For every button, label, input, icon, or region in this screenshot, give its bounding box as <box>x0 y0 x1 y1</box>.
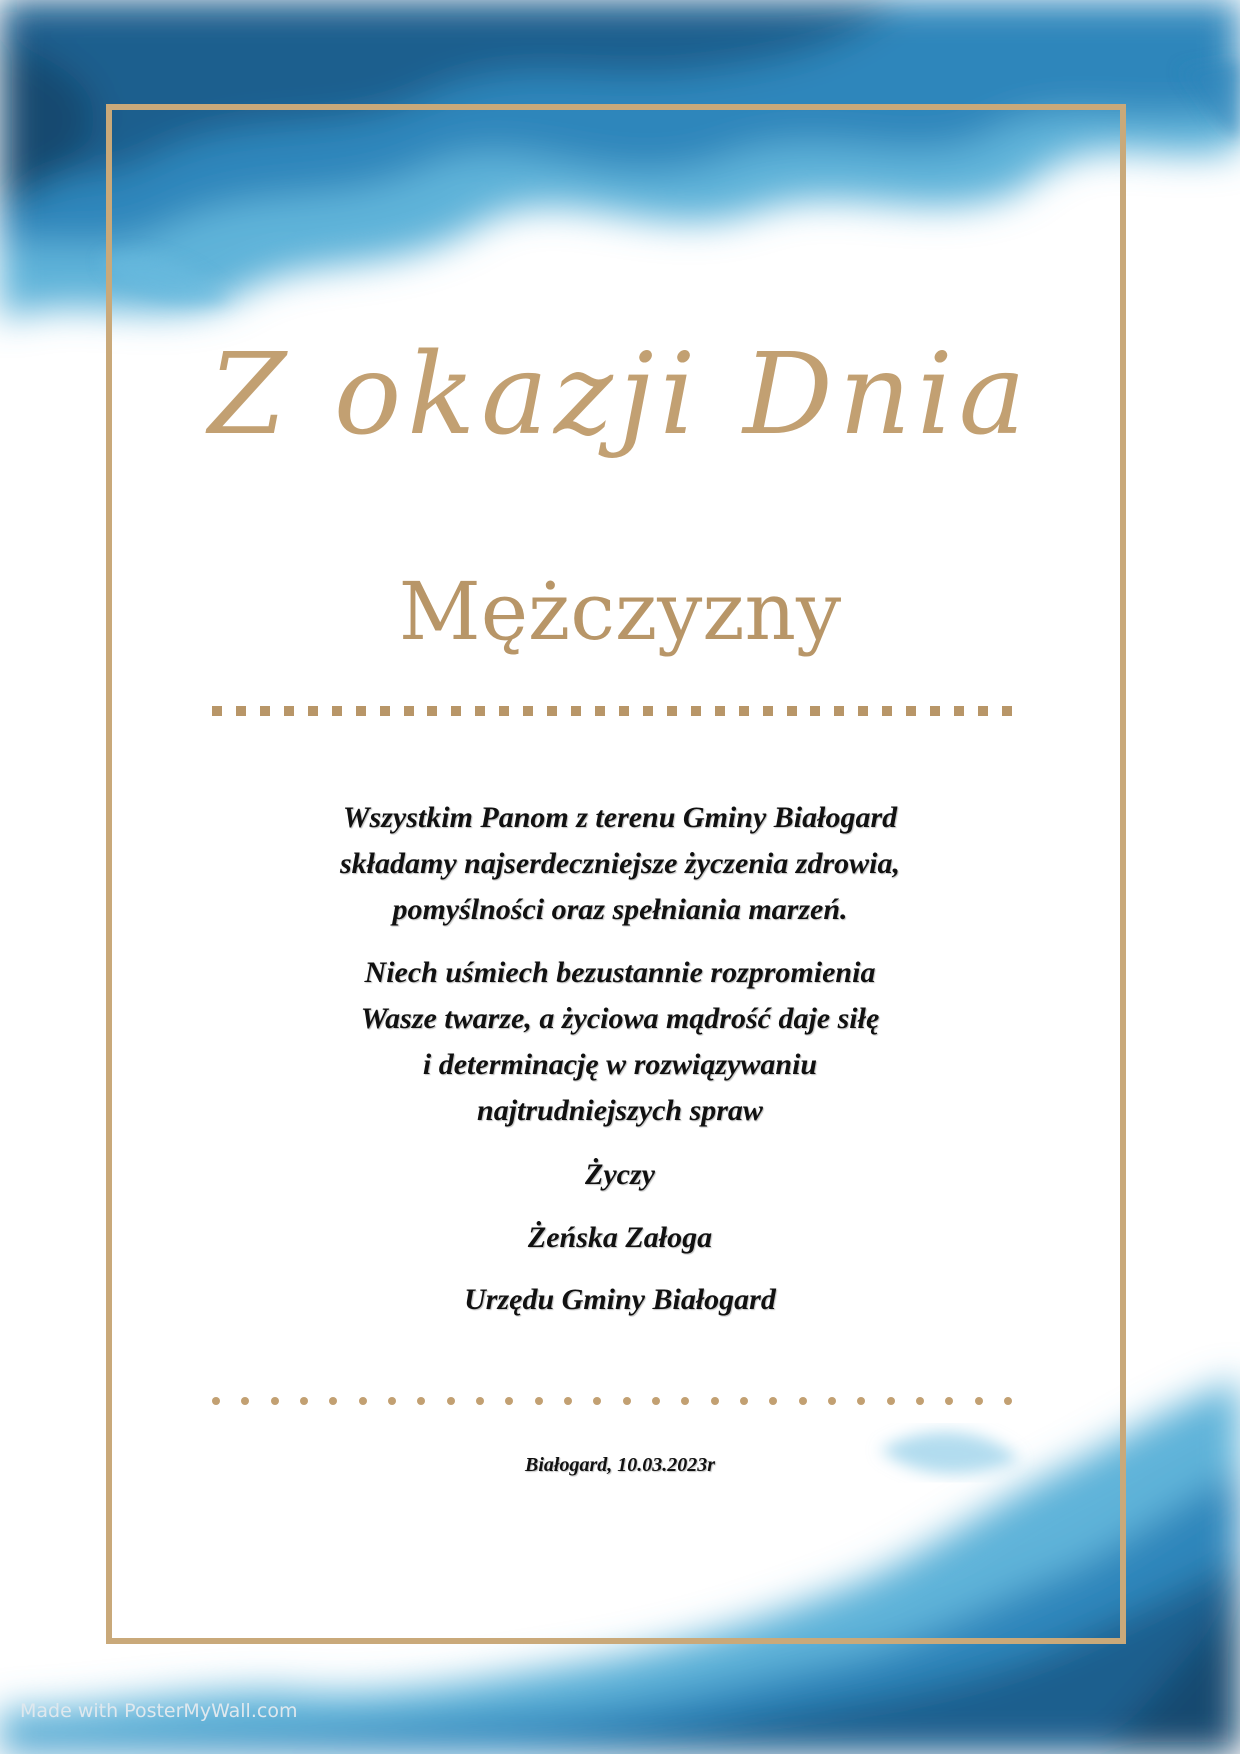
square-dot <box>308 706 318 716</box>
square-dot <box>475 706 485 716</box>
round-dot <box>681 1397 689 1405</box>
round-dot <box>300 1397 308 1405</box>
round-dot <box>388 1397 396 1405</box>
square-dot <box>451 706 461 716</box>
round-dot <box>359 1397 367 1405</box>
square-dot <box>810 706 820 716</box>
round-dot <box>505 1397 513 1405</box>
square-dot <box>523 706 533 716</box>
square-dot <box>595 706 605 716</box>
square-dot <box>1002 706 1012 716</box>
square-dot <box>643 706 653 716</box>
round-dot <box>857 1397 865 1405</box>
round-dot <box>476 1397 484 1405</box>
square-dot <box>882 706 892 716</box>
square-dot <box>356 706 366 716</box>
heading-serif: Mężczyzny <box>398 565 842 658</box>
round-dot <box>241 1397 249 1405</box>
square-dot <box>930 706 940 716</box>
square-dot <box>691 706 701 716</box>
paragraph2-line: Wasze twarze, a życiowa mądrość daje siłę <box>360 1002 880 1035</box>
poster-watermark: Made with PosterMyWall.com <box>20 1700 298 1722</box>
square-dot <box>427 706 437 716</box>
round-dot <box>799 1397 807 1405</box>
square-dot <box>739 706 749 716</box>
divider-square-dots <box>212 706 1012 718</box>
round-dot <box>828 1397 836 1405</box>
square-dot <box>619 706 629 716</box>
greeting-paragraph-1 <box>220 795 1020 933</box>
paragraph2-line: Niech uśmiech bezustannie rozpromienia <box>364 956 876 989</box>
greeting-paragraph-2 <box>220 950 1020 1134</box>
square-dot <box>763 706 773 716</box>
round-dot <box>564 1397 572 1405</box>
round-dot <box>535 1397 543 1405</box>
square-dot <box>954 706 964 716</box>
square-dot <box>404 706 414 716</box>
round-dot <box>329 1397 337 1405</box>
signature-line-1: Życzy <box>585 1158 655 1191</box>
round-dot <box>945 1397 953 1405</box>
round-dot <box>975 1397 983 1405</box>
divider-round-dots <box>212 1397 1012 1407</box>
square-dot <box>332 706 342 716</box>
round-dot <box>887 1397 895 1405</box>
square-dot <box>284 706 294 716</box>
square-dot <box>260 706 270 716</box>
round-dot <box>740 1397 748 1405</box>
square-dot <box>571 706 581 716</box>
round-dot <box>271 1397 279 1405</box>
square-dot <box>212 706 222 716</box>
square-dot <box>236 706 246 716</box>
signature-line-3: Urzędu Gminy Białogard <box>464 1283 776 1316</box>
round-dot <box>652 1397 660 1405</box>
square-dot <box>667 706 677 716</box>
paragraph2-line: najtrudniejszych spraw <box>477 1094 763 1127</box>
square-dot <box>906 706 916 716</box>
round-dot <box>417 1397 425 1405</box>
square-dot <box>715 706 725 716</box>
paragraph1-line: składamy najserdeczniejsze życzenia zdrowia, <box>340 847 900 880</box>
paragraph1-line: pomyślności oraz spełniania marzeń. <box>392 893 848 926</box>
round-dot <box>212 1397 220 1405</box>
round-dot <box>711 1397 719 1405</box>
square-dot <box>380 706 390 716</box>
signature-line-2: Żeńska Załoga <box>527 1221 713 1254</box>
paragraph2-line: i determinację w rozwiązywaniu <box>422 1048 818 1081</box>
round-dot <box>916 1397 924 1405</box>
square-dot <box>499 706 509 716</box>
square-dot <box>834 706 844 716</box>
round-dot <box>447 1397 455 1405</box>
round-dot <box>1004 1397 1012 1405</box>
square-dot <box>978 706 988 716</box>
heading-script: Z okazji Dnia <box>208 330 1032 460</box>
paragraph1-line: Wszystkim Panom z terenu Gminy Białogard <box>342 801 898 834</box>
square-dot <box>547 706 557 716</box>
square-dot <box>787 706 797 716</box>
date-line: Białogard, 10.03.2023r <box>524 1454 716 1476</box>
square-dot <box>858 706 868 716</box>
round-dot <box>769 1397 777 1405</box>
round-dot <box>623 1397 631 1405</box>
round-dot <box>593 1397 601 1405</box>
